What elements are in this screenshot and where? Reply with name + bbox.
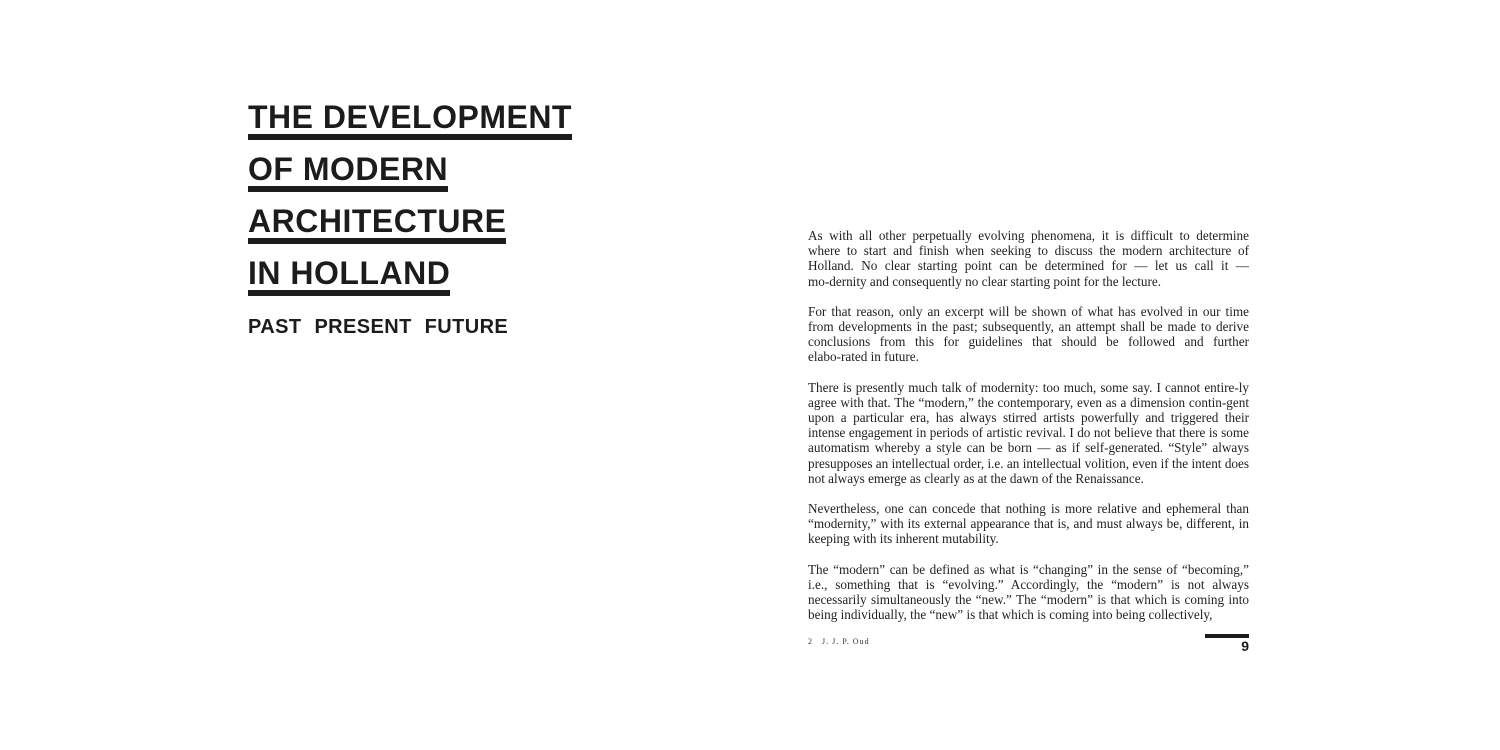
running-footer <box>808 637 870 646</box>
title-line-1: THE DEVELOPMENT <box>248 100 572 140</box>
subtitle-word-past: PAST <box>248 316 302 338</box>
paragraph-1: As with all other perpetually evolving phenomena, it is difficult to determine where to start and finish when seeking to discuss the modern architecture of Holland. No clear starting point can be determined for — let us call it — mo‑dernity and consequently no clear starting point for the lecture. <box>808 228 1249 289</box>
page-number: 9 <box>1241 638 1249 654</box>
footer-author: J. J. P. Oud <box>822 637 870 646</box>
title-line-4: IN HOLLAND <box>248 256 450 296</box>
body-text <box>808 228 1249 637</box>
footer-folio: 2 <box>808 637 813 646</box>
paragraph-2: For that reason, only an excerpt will be shown of what has evolved in our time from developments in the past; subsequently, an attempt shall be made to derive conclusions from this for guidelines that should be followed and further elabo‑rated in future. <box>808 303 1249 365</box>
title-line-2: OF MODERN <box>248 152 448 192</box>
subtitle-word-present: PRESENT <box>314 316 412 338</box>
title-line-3: ARCHITECTURE <box>248 204 506 244</box>
paragraph-3: There is presently much talk of modernity: too much, some say. I cannot entire‑ly agree with that. The “modern,” the contemporary, even as a dimension contin‑gent upon a particular era, has always stirred artists powerfully and triggered their intense engagement in periods of artistic revival. I do not believe that there is some automatism whereby a style can be born — as if self‑generated. “Style” always presupposes an intellectual order, i.e. an intellectual volition, even if the intent does not always emerge as clearly as at the dawn of the Renaissance. <box>808 379 1249 486</box>
subtitle <box>248 316 572 339</box>
title-block <box>248 100 572 339</box>
paragraph-4: Nevertheless, one can concede that nothing is more relative and ephemeral than “modernity,” with its external appearance that is, and must always be, different, in keeping with its inherent mutability. <box>808 501 1249 547</box>
paragraph-5: The “modern” can be defined as what is “changing” in the sense of “becoming,” i.e., something that is “evolving.” Accordingly, the “modern” is not always necessarily simultaneously the “new.” The “modern” is that which is coming into being individually, the “new” is that which is coming into being collectively, <box>808 561 1249 623</box>
subtitle-word-future: FUTURE <box>424 316 509 338</box>
